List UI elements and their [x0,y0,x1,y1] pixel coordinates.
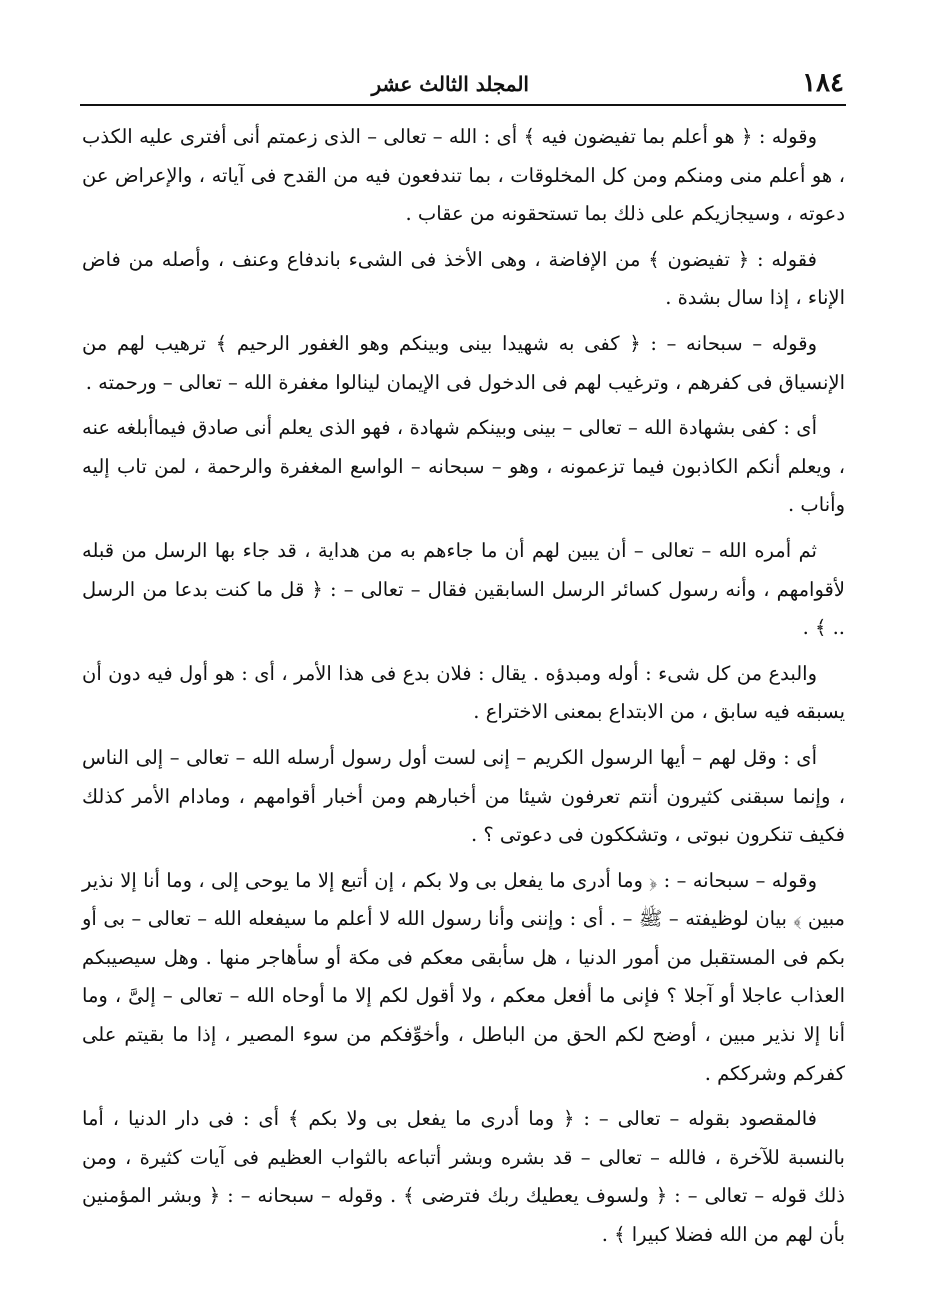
paragraph [82,118,845,234]
paragraph-text: أى : وقل لهم – أيها الرسول الكريم – إنى لست أول رسول أرسله الله – تعالى – إلى الناس ، وإنما سبقنى كثيرون أنتم تعرفون شيئا من أخبارهم ومن أخبار أقوامهم ، ومادام الأمر كذلك فكيف تنكرون نبوتى ، وتشككون فى دعوتى ؟ . [82,745,845,847]
paragraph-text: فقوله : ﴿ تفيضون ﴾ من الإفاضة ، وهى الأخذ فى الشىء باندفاع وعنف ، وأصله من فاض الإناء ، إذا سال بشدة . [82,247,845,310]
paragraph-text: فالمقصود بقوله – تعالى – : ﴿ وما أدرى ما يفعل بى ولا بكم ﴾ أى : فى دار الدنيا ، أما بالنسبة للآخرة ، فالله – تعالى – قد بشره وبشر أتباعه بالثواب العظيم فى آيات كثيرة ، ومن ذلك قوله – تعالى – : ﴿ ولسوف يعطيك ربك فترضى ﴾ . وقوله – سبحانه – : ﴿ وبشر المؤمنين بأن لهم من الله فضلا كبيرا ﴾ . [82,1107,845,1247]
paragraph [82,241,845,318]
paragraph [82,532,845,648]
paragraph-text: وقوله – سبحانه – : ﴿ كفى به شهيدا بينى وبينكم وهو الغفور الرحيم ﴾ ترهيب لهم من الإنسياق فى كفرهم ، وترغيب لهم فى الدخول فى الإيمان لينالوا مغفرة الله – تعالى – ورحمته . [82,331,845,394]
paragraph [82,655,845,732]
paragraph-text: والبدع من كل شىء : أوله ومبدؤه . يقال : فلان بدع فى هذا الأمر ، أى : هو أول فيه دون أن يسبقه فيه سابق ، من الابتداع بمعنى الاختراع . [82,661,845,724]
page-number: ١٨٤ [802,68,844,98]
paragraph-text: ثم أمره الله – تعالى – أن يبين لهم أن ما جاءهم به من هداية ، قد جاء بها الرسل من قبله لأقوامهم ، وأنه رسول كسائر الرسل السابقين فقال – تعالى – : ﴿ قل ما كنت بدعا من الرسل .. ﴾ . [82,538,845,640]
paragraph-text: وقوله – سبحانه – : ﴿ وما أدرى ما يفعل بى ولا بكم ، إن أتبع إلا ما يوحى إلى ، وما أنا إلا نذير مبين ﴾ بيان لوظيفته – ﷺ – . أى : وإننى وأنا رسول الله لا أعلم ما سيفعله الله – تعالى – بى أو بكم فى المستقبل من أمور الدنيا ، هل سأبقى معكم فى مكة أو سأهاجر منها . وهل سيصيبكم العذاب عاجلا أو آجلا ؟ فإنى ما أفعل معكم ، ولا أقول لكم إلا ما أوحاه الله – تعالى – إلىَّ ، وما أنا إلا نذير مبين ، أوضح لكم الحق من الباطل ، وأخوِّفكم من سوء المصير ، إذا ما بقيتم على كفركم وشرككم . [82,868,845,1085]
page-header [82,62,844,102]
paragraph-text: أى : كفى بشهادة الله – تعالى – بينى وبينكم شهادة ، فهو الذى يعلم أنى صادق فيماأبلغه عنه ، ويعلم أنكم الكاذبون فيما تزعمونه ، وهو – سبحانه – الواسع المغفرة والرحمة ، لمن تاب إليه وأناب . [82,416,845,517]
body-text [82,118,845,1262]
paragraph [82,325,845,402]
running-title: المجلد الثالث عشر [371,72,529,96]
header-divider [80,104,846,106]
paragraph-text: وقوله : ﴿ هو أعلم بما تفيضون فيه ﴾ أى : الله – تعالى – الذى زعمتم أنى أفترى عليه الكذب ، هو أعلم منى ومنكم ومن كل المخلوقات ، بما تندفعون فيه من القدح فى آياته ، والإعراض عن دعوته ، وسيجازيكم على ذلك بما تستحقونه من عقاب . [82,125,845,226]
paragraph [82,862,845,1094]
paragraph [82,739,845,855]
paragraph [82,1100,845,1254]
paragraph [82,409,845,525]
